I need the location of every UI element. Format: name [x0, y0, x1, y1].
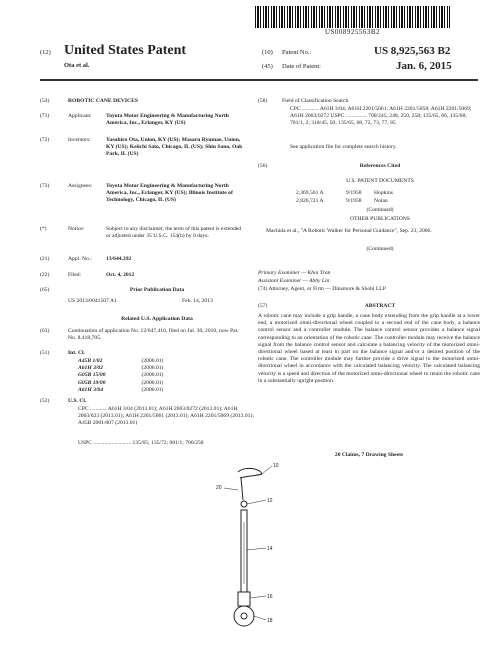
int-cl-date: (2006.01) [141, 379, 164, 386]
related-heading: Related U.S. Application Data [121, 316, 193, 322]
field-58-code: (58) [258, 98, 268, 104]
assignees-label: Assignees: [68, 183, 93, 189]
fig-label: 20 [216, 485, 222, 491]
filed-date: Oct. 4, 2012 [106, 272, 135, 278]
robotic-cane-figure [200, 460, 290, 640]
field-search-label: Field of Classification Search [282, 98, 349, 104]
fig-label: 12 [267, 498, 273, 504]
barcode [255, 6, 450, 28]
fig-label: 18 [267, 618, 273, 624]
patent-no-label: Patent No.: [282, 49, 312, 56]
prior-pub-heading: Prior Publication Data [129, 287, 185, 293]
assignees-text: Toyota Motor Engineering & Manufacturing North America, Inc., Erlanger, KY (US); Illinois Institute of Technology, Chicago, IL (US) [106, 183, 233, 204]
int-cl-class: A61H 3/04 [78, 386, 104, 393]
field-65-code: (65) [40, 287, 50, 293]
int-cl-class: A61H 3/02 [78, 365, 104, 372]
field-56-code: (56) [258, 163, 268, 169]
filed-label: Filed: [68, 272, 82, 278]
field-search-text: CPC ............ A61H 3/04; A61H 2201/5061; A61H 2201/5058; A61H 2201/5069; A61H 2003/0272 USPC ............... 700/245, 248, 250, 258; 135/65, 66, 135/68; 701/1, 2; 318/45, 50; 135/65, 68, 72, 73, 77, 85 [290, 106, 472, 127]
inventors-label: Inventors: [68, 137, 91, 143]
int-cl-date: (2006.01) [141, 372, 164, 379]
related-text: Continuation of application No. 12/647,410, filed on Jul. 30, 2010, now Pat. No. 8,418,705. [68, 328, 239, 342]
inventors-text: Yasuhiro Ota, Union, KY (US); Masaru Ryumae, Union, KY (US); Keiichi Sato, Chicago, IL (US); Shin Sano, Oak Park, IL (US) [106, 137, 243, 158]
notice-code: (*) [40, 226, 47, 232]
int-cl-date: (2006.01) [141, 358, 164, 364]
attorney-agent: (74) Attorney, Agent, or Firm — Dinsmore & Shohl LLP [258, 286, 386, 292]
other-pubs-continued: (Continued) [366, 246, 394, 252]
references-label: References Cited [359, 163, 401, 169]
field-51-code: (51) [40, 350, 50, 356]
abstract-text: A robotic cane may include a grip handle, a cane body extending from the grip handle at a lower end, a motorized omni-directional wheel coupled to a second end of the cane body, a balance control sensor and a controller module. The balance control sensor provides a balance signal corresponding to an orientation of the robotic cane. The controller module may receive the balance signal from the balance control sensor and calculate a balancing velocity of the motorized omni-directional wheel based at least in part on the balance signal and/or a desired position of the robotic cane. The controller module may further provide a drive signal to the motorized omni-directional wheel in accordance with the calculated balancing velocity. The calculated balancing velocity is a speed and direction of the motorized omni-directional wheel to retain the robotic cane in a substantially upright position. [258, 313, 480, 384]
patent-title: United States Patent [64, 43, 187, 58]
field-57-code: (57) [258, 303, 268, 309]
inventors-short: Ota et al. [64, 62, 90, 69]
joint [241, 501, 247, 507]
int-cl-table [78, 358, 169, 394]
applicant-label: Applicant: [68, 113, 92, 119]
field-22-code: (22) [40, 272, 50, 278]
header-divider [40, 79, 478, 81]
patent-no-code: (10) [262, 49, 273, 56]
appl-no-label: Appl. No.: [68, 256, 92, 262]
field-72-code: (72) [40, 137, 50, 143]
refs-continued: (Continued) [366, 207, 394, 213]
cane-upper-body [241, 478, 243, 500]
prior-pub-number: US 2013/0041507 A1 [68, 298, 117, 304]
patent-number: US 8,925,563 B2 [374, 45, 451, 57]
country-code: (12) [40, 49, 51, 56]
us-ref-no: 2,826,721 A [296, 198, 324, 204]
field-52-code: (52) [40, 398, 50, 404]
us-ref-name: Hopkins [374, 190, 393, 196]
int-cl-class: A45B 1/02 [78, 358, 103, 364]
invention-title: ROBOTIC CANE DEVICES [68, 98, 138, 104]
barcode-number: US008925563B2 [324, 28, 381, 36]
field-73-code: (73) [40, 183, 50, 189]
fig-label: 10 [273, 463, 279, 469]
us-docs-heading: U.S. PATENT DOCUMENTS [346, 178, 414, 184]
us-ref-date: 9/1958 [346, 190, 362, 196]
date-code: (45) [262, 63, 273, 70]
prior-pub-date: Feb. 14, 2013 [182, 298, 213, 304]
grip-handle [238, 468, 262, 478]
us-cl-label: U.S. Cl. [68, 398, 87, 404]
int-cl-row [78, 372, 169, 379]
uspc-text: USPC ........................... 135/65; 135/72; 901/1; 700/258 [78, 440, 204, 446]
notice-text: Subject to any disclaimer, the term of this patent is extended or adjusted under 35 U.S.C. 154(b) by 0 days. [106, 226, 242, 240]
int-cl-date: (2006.01) [141, 386, 164, 393]
date-label: Date of Patent: [282, 63, 321, 70]
housing [238, 592, 250, 606]
notice-label: Notice: [68, 226, 85, 232]
us-ref-name: Nolan [374, 198, 388, 204]
field-54-code: (54) [40, 98, 50, 104]
abstract-label: ABSTRACT [364, 303, 396, 309]
us-ref-date: 9/1958 [346, 198, 362, 204]
cpc-text: CPC ............ A61H 3/04 (2013.01); A61H 2003/0272 (2013.01); A61H 2003/023 (2013.01); A61H 2201/5061 (2013.01); A61H 2201/5069 (2013.01); A45B 2001/007 (2013.01) [78, 406, 254, 427]
patent-date: Jan. 6, 2015 [396, 60, 452, 72]
field-71-code: (71) [40, 113, 50, 119]
applicant-text: Toyota Motor Engineering & Manufacturing North America, Inc., Erlanger, KY (US) [106, 113, 229, 127]
us-ref-no: 2,369,561 A [296, 190, 324, 196]
field-63-code: (63) [40, 328, 50, 334]
int-cl-row [78, 387, 169, 394]
int-cl-class: G05B 19/00 [78, 379, 106, 386]
int-cl-class: G05B 15/00 [78, 372, 106, 379]
fig-label: 16 [267, 594, 273, 600]
search-history-note: See application file for complete search history. [290, 144, 397, 150]
fig-label: 14 [267, 546, 273, 552]
assistant-examiner: Assistant Examiner — Abby Lin [258, 278, 330, 284]
omni-wheel [234, 606, 254, 626]
int-cl-date: (2006.01) [141, 365, 164, 372]
int-cl-label: Int. Cl. [68, 350, 85, 356]
other-pubs-text: Machida et al., "A Robotic Walker for Personal Guidance", Sep. 23, 2006. [266, 228, 432, 234]
field-21-code: (21) [40, 256, 50, 262]
other-pubs-heading: OTHER PUBLICATIONS [350, 216, 410, 222]
appl-no: 13/644,392 [106, 256, 132, 262]
claims-sheets: 20 Claims, 7 Drawing Sheets [334, 452, 404, 458]
int-cl-row [78, 380, 169, 387]
primary-examiner: Primary Examiner — Khoi Tran [258, 270, 331, 276]
